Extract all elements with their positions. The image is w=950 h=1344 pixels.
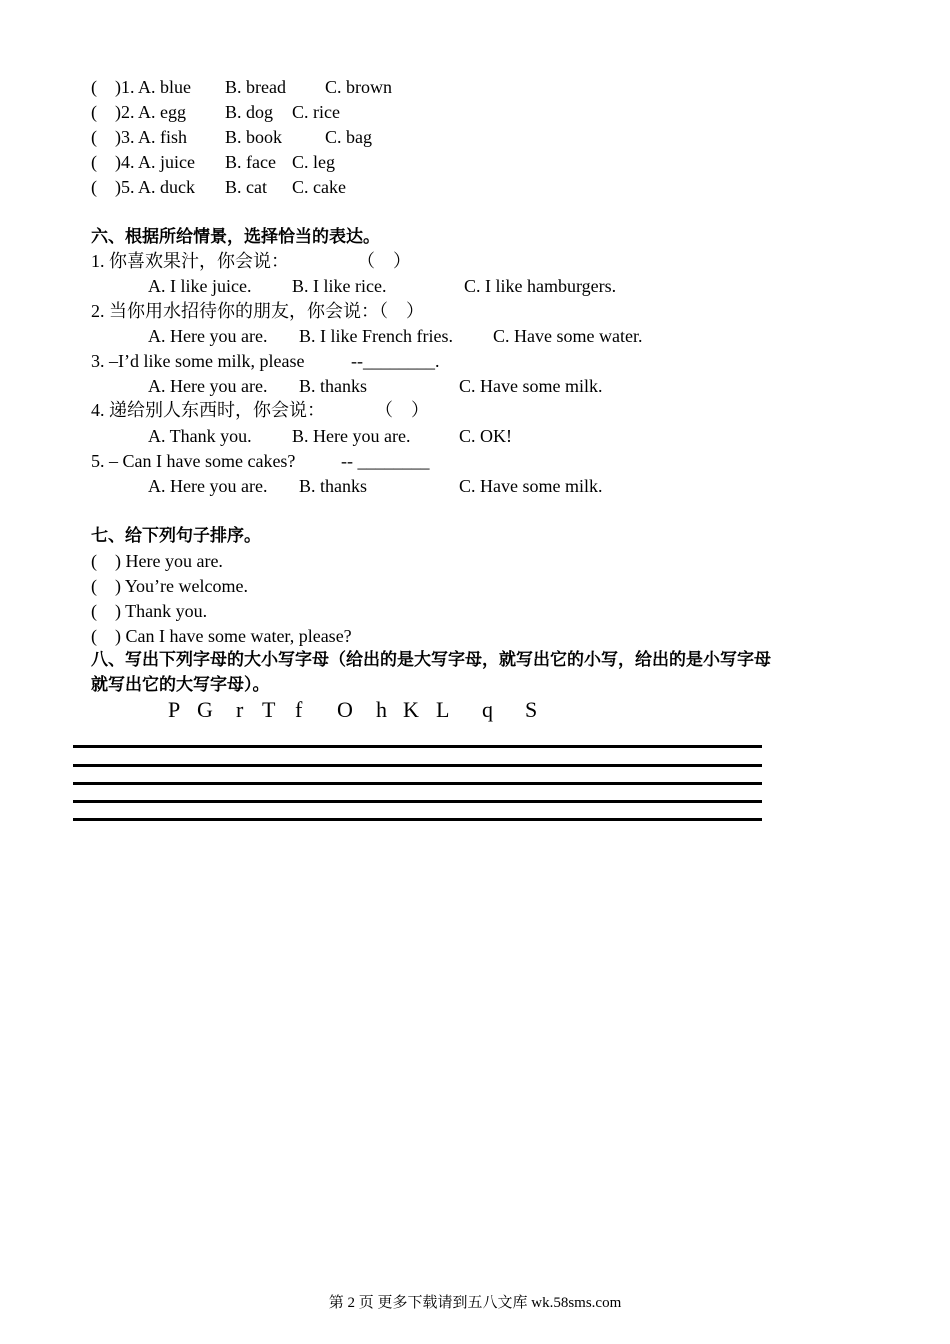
option-c: C. bag <box>325 127 372 147</box>
letter-item: T <box>262 697 276 722</box>
section-heading: 八、写出下列字母的大小写字母（给出的是大写字母，就写出它的小写，给出的是小写字母 <box>91 650 771 669</box>
choice-row <box>91 125 372 149</box>
question-text: 4. 递给别人东西时，你会说： <box>91 400 325 420</box>
answer-paren: （ ） <box>375 400 429 420</box>
option-c: C. Have some water. <box>493 326 643 346</box>
option-b: B. face <box>225 152 276 172</box>
option-b: B. Here you are. <box>292 426 411 446</box>
answer-paren: （ ） <box>357 251 411 271</box>
option-c: C. brown <box>325 77 392 97</box>
letter-item: O <box>337 697 353 722</box>
writing-line <box>73 818 762 821</box>
question-line <box>91 249 411 273</box>
letter-item: q <box>482 697 493 722</box>
letter-item: K <box>403 697 419 722</box>
options-line <box>148 274 617 298</box>
option-c: C. cake <box>292 177 346 197</box>
choice-row <box>91 150 335 174</box>
letter-item: S <box>525 697 538 722</box>
choice-row <box>91 75 392 99</box>
section-heading-cont: 就写出它的大写字母）。 <box>91 675 270 694</box>
section-heading: 六、根据所给情景，选择恰当的表达。 <box>91 227 380 246</box>
order-item: ( ) Can I have some water, please? <box>91 626 352 646</box>
choice-prefix: ( )4. A. juice <box>91 152 195 172</box>
option-a: A. I like juice. <box>148 276 252 296</box>
option-c: C. rice <box>292 102 340 122</box>
page-footer: 第 2 页 更多下载请到五八文库 wk.58sms.com <box>328 1295 622 1311</box>
letter-item: h <box>376 697 387 722</box>
option-a: A. Here you are. <box>148 376 268 396</box>
writing-line <box>73 745 762 748</box>
question-text: 3. –I’d like some milk, please <box>91 351 305 371</box>
choice-prefix: ( )1. A. blue <box>91 77 191 97</box>
option-b: B. book <box>225 127 283 147</box>
order-item: ( ) Thank you. <box>91 601 208 621</box>
option-c: C. Have some milk. <box>459 476 603 496</box>
choice-row <box>91 175 346 199</box>
choice-prefix: ( )2. A. egg <box>91 102 186 122</box>
option-b: B. cat <box>225 177 267 197</box>
option-b: B. I like rice. <box>292 276 387 296</box>
option-b: B. I like French fries. <box>299 326 453 346</box>
question-line <box>91 398 429 422</box>
answer-blank: -- ________ <box>341 451 430 471</box>
letter-item: f <box>295 697 303 722</box>
option-b: B. thanks <box>299 476 368 496</box>
letter-item: P <box>168 697 181 722</box>
writing-line <box>73 800 762 803</box>
options-line <box>148 374 603 398</box>
writing-line <box>73 782 762 785</box>
choice-row <box>91 100 340 124</box>
letter-item: L <box>436 697 450 722</box>
question-line <box>91 349 440 373</box>
question-text: 5. – Can I have some cakes? <box>91 451 296 471</box>
options-line <box>148 324 643 348</box>
order-item: ( ) Here you are. <box>91 551 223 571</box>
section-heading: 七、给下列句子排序。 <box>91 526 261 545</box>
question-line: 2. 当你用水招待你的朋友，你会说：（ ） <box>91 301 424 321</box>
option-a: A. Thank you. <box>148 426 252 446</box>
option-b: B. bread <box>225 77 286 97</box>
order-item: ( ) You’re welcome. <box>91 576 248 596</box>
option-a: A. Here you are. <box>148 326 268 346</box>
option-b: B. thanks <box>299 376 368 396</box>
choice-prefix: ( )5. A. duck <box>91 177 195 197</box>
option-c: C. I like hamburgers. <box>464 276 617 296</box>
letter-item: r <box>236 697 244 722</box>
letter-item: G <box>197 697 213 722</box>
options-line <box>148 474 603 498</box>
option-a: A. Here you are. <box>148 476 268 496</box>
question-text: 1. 你喜欢果汁，你会说： <box>91 251 289 271</box>
question-line <box>91 449 430 473</box>
answer-blank: --________. <box>351 351 440 371</box>
options-line <box>148 424 512 448</box>
option-c: C. OK! <box>459 426 512 446</box>
option-c: C. Have some milk. <box>459 376 603 396</box>
writing-line <box>73 764 762 767</box>
choice-prefix: ( )3. A. fish <box>91 127 187 147</box>
option-c: C. leg <box>292 152 335 172</box>
option-b: B. dog <box>225 102 274 122</box>
